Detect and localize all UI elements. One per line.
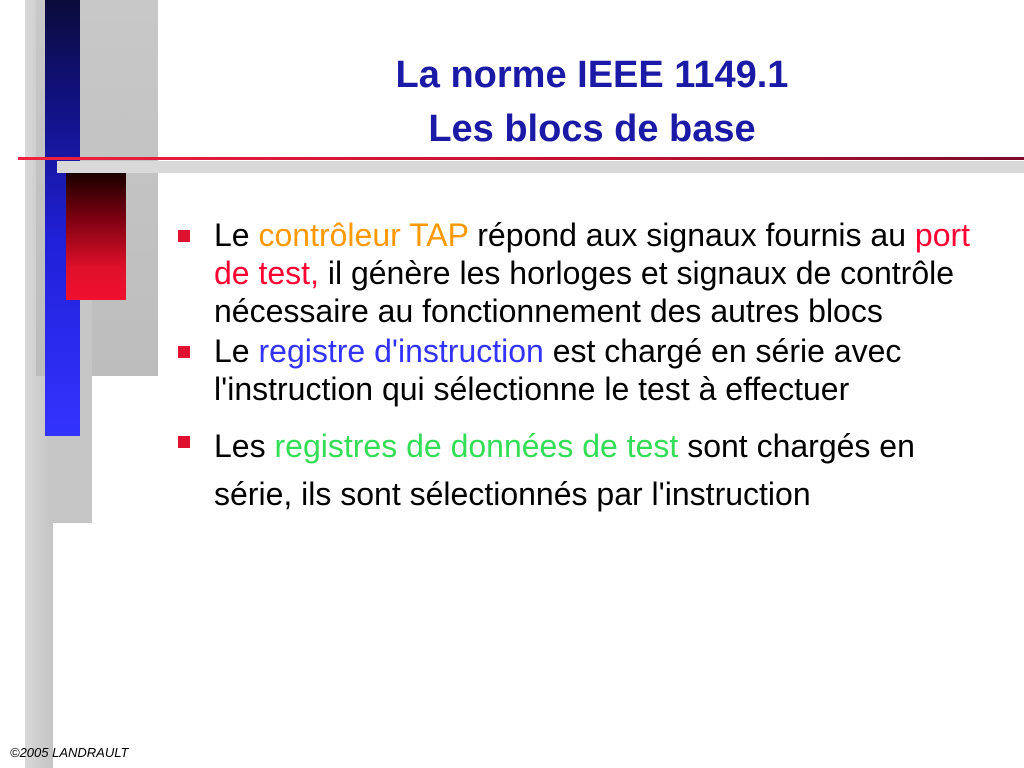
bullet-square-icon [178, 346, 190, 358]
slide-title-line2: Les blocs de base [428, 108, 756, 150]
decor-red-block [66, 173, 126, 300]
copyright-footer: ©2005 LANDRAULT [10, 745, 129, 760]
bullet-list [176, 216, 996, 518]
bullet-text-tail: il génère les horloges et signaux de contrôle nécessaire au fonctionnement des autres blocs [214, 255, 955, 329]
bullet-text-lead: Le [214, 333, 259, 369]
bullet-text-tail: sont chargés en série, ils sont sélectionnés par l'instruction [214, 428, 915, 512]
slide-title-line1: La norme IEEE 1149.1 [395, 54, 789, 96]
bullet-text-tail: est chargé en série avec l'instruction qui sélectionne le test à effectuer [214, 333, 902, 407]
bullet-square-icon [178, 436, 190, 448]
title-rule-shadow [57, 161, 1024, 173]
bullet-item-tap-controller [176, 216, 996, 330]
bullet-text-mid: répond aux signaux fournis au [468, 217, 915, 253]
title-rule [18, 157, 1024, 160]
term-tap-controller: contrôleur TAP [258, 217, 469, 253]
term-instruction-register: registre d'instruction [258, 333, 544, 369]
bullet-text-lead: Les [214, 428, 275, 464]
slide-title [160, 48, 1024, 156]
bullet-item-test-data-registers [176, 422, 996, 518]
term-test-port: port de test, [214, 217, 971, 291]
bullet-square-icon [178, 230, 190, 242]
term-test-data-registers: registres de données de test [274, 428, 679, 464]
bullet-text-lead: Le [214, 217, 259, 253]
bullet-item-instruction-register [176, 332, 996, 408]
